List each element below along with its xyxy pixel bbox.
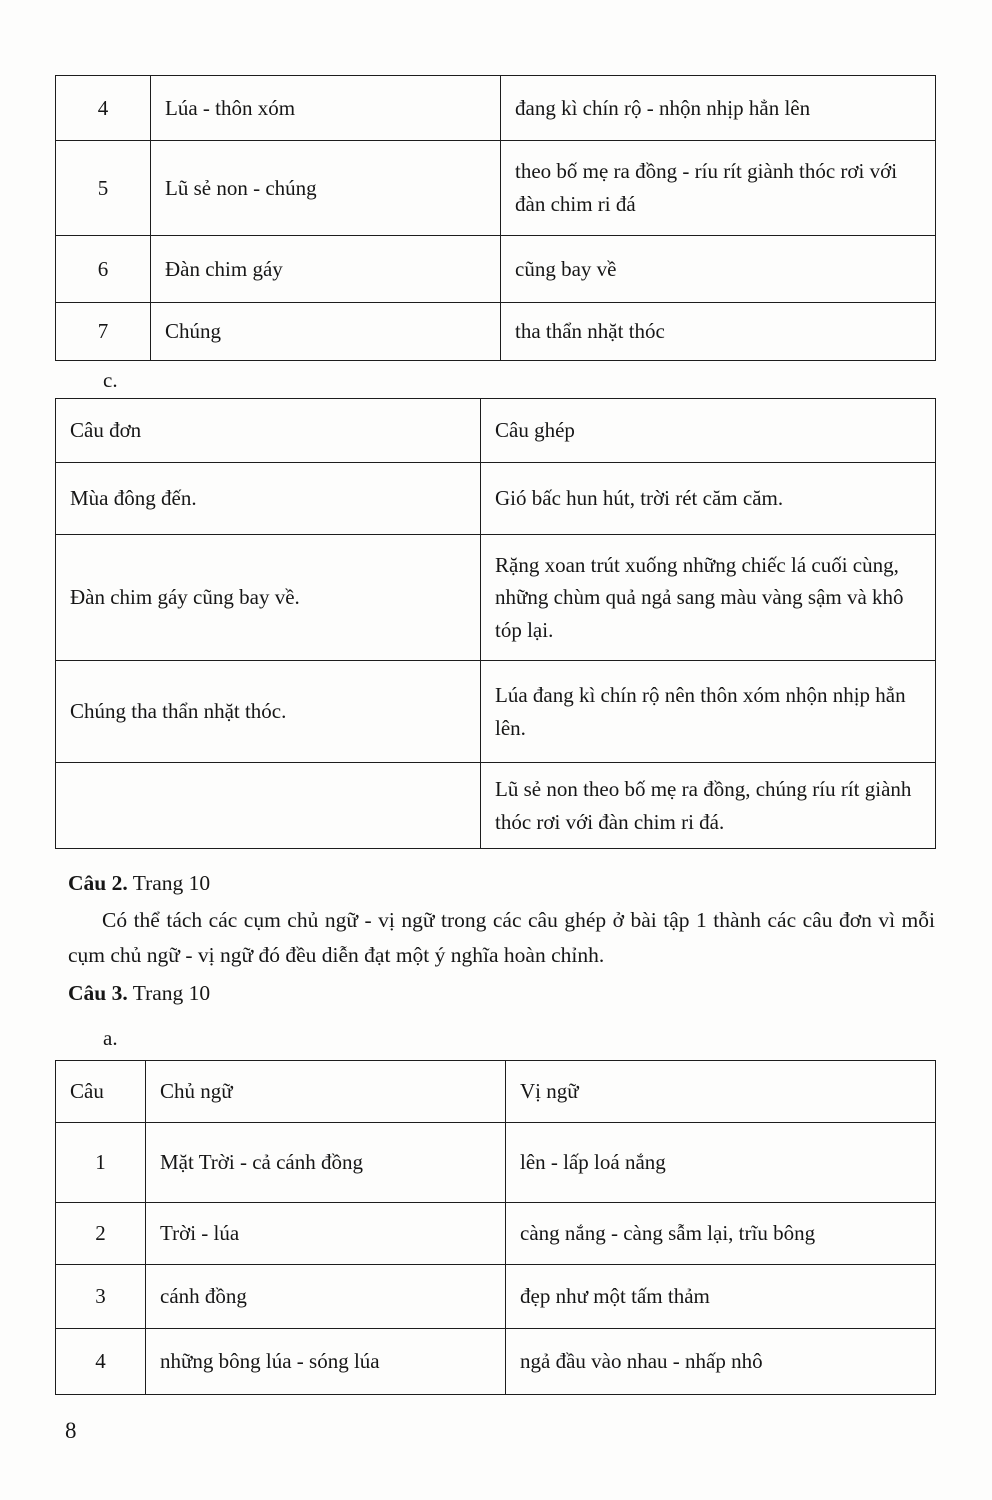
- table-row: [56, 1329, 936, 1395]
- vi-ngu-cell: đẹp như một tấm thảm: [506, 1265, 936, 1329]
- compound-sentence-cell: Rặng xoan trút xuống những chiếc lá cuối cùng, những chùm quả ngả sang màu vàng sậm và khô tóp lại.: [481, 535, 936, 661]
- table-row: [56, 76, 936, 141]
- simple-sentence-cell: Mùa đông đến.: [56, 463, 481, 535]
- table-row: [56, 1265, 936, 1329]
- table-row: [56, 236, 936, 303]
- column-header-cau-don: Câu đơn: [56, 399, 481, 463]
- simple-sentence-cell: [56, 763, 481, 849]
- chu-ngu-cell: Mặt Trời - cả cánh đồng: [146, 1123, 506, 1203]
- cau3-heading: [68, 981, 210, 1006]
- vi-ngu-cell: lên - lấp loá nắng: [506, 1123, 936, 1203]
- column-header-cau: Câu: [56, 1061, 146, 1123]
- table-row: [56, 463, 936, 535]
- subject-cell: Lúa - thôn xóm: [151, 76, 501, 141]
- subject-cell: Chúng: [151, 303, 501, 361]
- table-row: [56, 535, 936, 661]
- row-number-cell: 6: [56, 236, 151, 303]
- column-header-vi-ngu: Vị ngữ: [506, 1061, 936, 1123]
- predicate-cell: theo bố mẹ ra đồng - ríu rít giành thóc rơi với đàn chim ri đá: [501, 141, 936, 236]
- table-row: [56, 661, 936, 763]
- row-number-cell: 3: [56, 1265, 146, 1329]
- row-number-cell: 7: [56, 303, 151, 361]
- table-row: [56, 1123, 936, 1203]
- page-number: 8: [65, 1418, 77, 1443]
- table-header-row: [56, 399, 936, 463]
- vi-ngu-cell: càng nắng - càng sẫm lại, trĩu bông: [506, 1203, 936, 1265]
- cau2-heading-rest: Trang 10: [127, 871, 211, 895]
- table-row: [56, 763, 936, 849]
- predicate-cell: đang kì chín rộ - nhộn nhịp hẳn lên: [501, 76, 936, 141]
- subject-cell: Lũ sẻ non - chúng: [151, 141, 501, 236]
- chu-ngu-cell: cánh đồng: [146, 1265, 506, 1329]
- section-label-a: a.: [103, 1026, 118, 1050]
- cau3-heading-bold: Câu 3.: [68, 981, 128, 1005]
- cau2-answer-paragraph: Có thể tách các cụm chủ ngữ - vị ngữ trong các câu ghép ở bài tập 1 thành các câu đơn vì mỗi cụm chủ ngữ - vị ngữ đó đều diễn đạt một ý nghĩa hoàn chỉnh.: [68, 908, 935, 967]
- row-number-cell: 4: [56, 76, 151, 141]
- cau3-heading-rest: Trang 10: [127, 981, 211, 1005]
- row-number-cell: 5: [56, 141, 151, 236]
- simple-compound-table: [55, 398, 936, 849]
- compound-sentence-cell: Gió bấc hun hút, trời rét căm căm.: [481, 463, 936, 535]
- table-header-row: [56, 1061, 936, 1123]
- cau2-heading: [68, 871, 210, 896]
- table-row: [56, 303, 936, 361]
- subject-cell: Đàn chim gáy: [151, 236, 501, 303]
- table-row: [56, 1203, 936, 1265]
- row-number-cell: 2: [56, 1203, 146, 1265]
- cau2-heading-bold: Câu 2.: [68, 871, 128, 895]
- column-header-cau-ghep: Câu ghép: [481, 399, 936, 463]
- vi-ngu-cell: ngả đầu vào nhau - nhấp nhô: [506, 1329, 936, 1395]
- subject-predicate-table: [55, 75, 936, 361]
- chu-ngu-cell: Trời - lúa: [146, 1203, 506, 1265]
- cau-chungu-vingu-table: [55, 1060, 936, 1395]
- predicate-cell: cũng bay về: [501, 236, 936, 303]
- simple-sentence-cell: Đàn chim gáy cũng bay về.: [56, 535, 481, 661]
- chu-ngu-cell: những bông lúa - sóng lúa: [146, 1329, 506, 1395]
- row-number-cell: 4: [56, 1329, 146, 1395]
- row-number-cell: 1: [56, 1123, 146, 1203]
- predicate-cell: tha thẩn nhặt thóc: [501, 303, 936, 361]
- simple-sentence-cell: Chúng tha thẩn nhặt thóc.: [56, 661, 481, 763]
- compound-sentence-cell: Lúa đang kì chín rộ nên thôn xóm nhộn nhịp hẳn lên.: [481, 661, 936, 763]
- table-row: [56, 141, 936, 236]
- section-label-c: c.: [103, 368, 118, 392]
- compound-sentence-cell: Lũ sẻ non theo bố mẹ ra đồng, chúng ríu rít giành thóc rơi với đàn chim ri đá.: [481, 763, 936, 849]
- column-header-chu-ngu: Chủ ngữ: [146, 1061, 506, 1123]
